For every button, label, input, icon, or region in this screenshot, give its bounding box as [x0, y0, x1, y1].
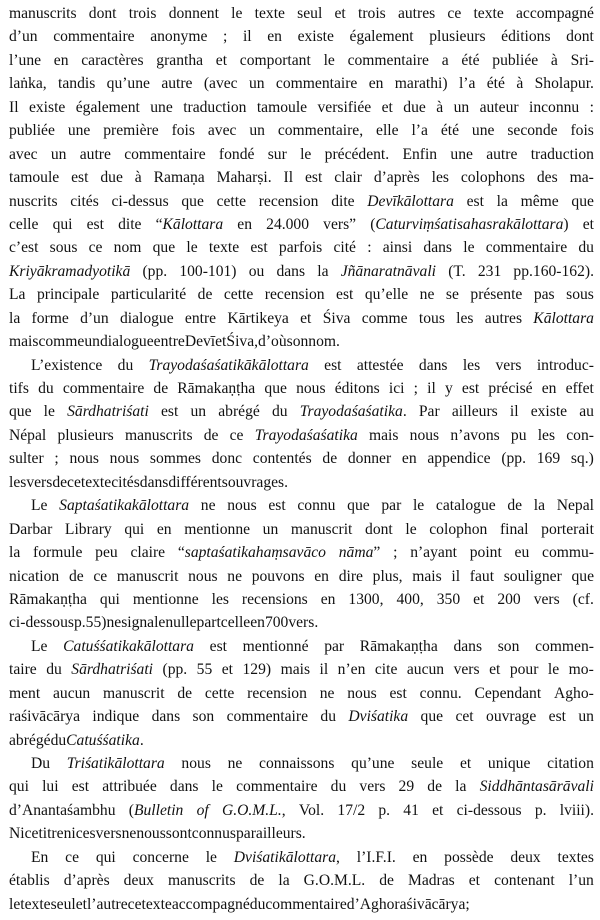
text-line: En ce qui concerne le Dviśatikālottara, l’I.F.I. en possède deux textes — [31, 848, 594, 866]
text-line: Le Saptaśatikakālottara ne nous est connu que par le catalogue de la Nepal — [31, 497, 594, 515]
text-line: avec un autre commentaire fondé sur le précédent. Enfin une autre traduction — [9, 145, 594, 163]
paragraph — [9, 354, 594, 495]
text-line: Ni ce titre ni ces vers ne nous sont connus par ailleurs. — [9, 825, 306, 843]
text-line: Le Catuśśatikakālottara est mentionné par Rāmakaṇṭha dans son commen- — [31, 637, 594, 655]
paragraph — [9, 2, 594, 354]
text-line: La principale particularité de cette recension est qu’elle ne se présente pas sous — [9, 286, 594, 304]
text-line: que le Sārdhatriśati est un abrégé du Trayodaśaśatika. Par ailleurs il existe au — [9, 403, 594, 421]
text-line: la formule peu claire “saptaśatikahaṃsavāco nāma” ; n’ayant point eu commu- — [9, 544, 594, 562]
text-line: tifs du commentaire de Rāmakaṇṭha que nous éditons ici ; il y est précisé en effet — [9, 380, 594, 397]
text-line: nication de ce manuscrit nous ne pouvons en dire plus, mais il faut souligner que — [9, 567, 594, 585]
text-line: Népal plusieurs manuscrits de ce Trayodaśaśatika mais nous n’avons pu les con- — [9, 426, 594, 444]
paragraph — [9, 846, 594, 916]
text-line: d’un commentaire anonyme ; il en existe également plusieurs éditions dont — [9, 28, 594, 46]
text-line: L’existence du Trayodaśaśatikākālottara est attestée dans les vers introduc- — [31, 356, 594, 374]
text-line: Du Triśatikālottara nous ne connaissons qu’une seule et unique citation — [31, 755, 594, 772]
text-line: nuscrits cités ci-dessus que cette recension dite Devīkālottara est la même que — [9, 192, 594, 210]
text-line: les vers de ce texte cités dans différents ouvrages. — [9, 473, 289, 491]
paragraph — [9, 635, 594, 752]
text-line: taire du Sārdhatriśati (pp. 55 et 129) mais il n’en cite aucun vers et pour le mo- — [9, 661, 594, 679]
paragraph — [9, 494, 594, 635]
text-line: publiée une première fois avec un commentaire, elle l’a été une seconde fois — [9, 122, 594, 140]
text-line: c’est sous ce nom que le texte est parfois cité : ainsi dans le commentaire du — [9, 239, 594, 257]
text-line: manuscrits dont trois donnent le texte seul et trois autres ce texte accompagné — [9, 5, 594, 22]
text-line: ci-dessous p. 55) ne signale nulle part celle en 700 vers. — [9, 614, 319, 632]
text-line: d’Anantaśambhu (Bulletin of G.O.M.L., Vol. 17/2 p. 41 et ci-dessous p. lviii). — [9, 801, 594, 819]
text-line: la forme d’un dialogue entre Kārtikeya et Śiva comme tous les autres Kālottara — [9, 309, 594, 327]
text-line: l’une en caractères grantha et comportant le commentaire a été publiée à Sri- — [9, 51, 594, 69]
text-line: tamoule est due à Ramaṇa Maharṣi. Il est clair d’après les colophons des ma- — [9, 169, 594, 187]
text-line: le texte seul et l’autre ce texte accompagné du commentaire d’Aghoraśivācārya ; — [9, 895, 470, 913]
text-line: mais comme un dialogue entre Devī et Śiva, d’où son nom. — [9, 333, 340, 351]
text-line: abrégé du Catuśśatika. — [9, 731, 144, 749]
text-line: laṅka, tandis qu’une autre (avec un commentaire en marathi) l’a été à Sholapur. — [9, 75, 594, 93]
text-line: ment aucun manuscrit de cette recension ne nous est connu. Cependant Agho- — [9, 684, 594, 702]
paragraph — [9, 752, 594, 846]
text-line: Il existe également une traduction tamoule versifiée et due à un auteur inconnu : — [9, 98, 594, 116]
text-line: sulter ; nous nous sommes donc contentés de donner en appendice (pp. 169 sq.) — [9, 450, 594, 468]
text-line: Rāmakaṇṭha qui mentionne les recensions en 1300, 400, 350 et 200 vers (cf. — [9, 590, 594, 608]
text-line: qui lui est attribuée dans le commentaire du vers 29 de la Siddhāntasārāvali — [9, 778, 594, 796]
text-line: établis d’après deux manuscrits de la G.O.M.L. de Madras et contenant l’un — [9, 872, 594, 890]
text-line: raśivācārya indique dans son commentaire du Dviśatika que cet ouvrage est un — [9, 708, 594, 726]
text-line: celle qui est dite “Kālottara en 24.000 vers” (Caturviṃśatisahasrakālottara) et — [9, 215, 594, 233]
text-line: Kriyākramadyotikā (pp. 100-101) ou dans la Jñānaratnāvali (T. 231 pp.160-162). — [9, 262, 594, 280]
text-line: Darbar Library qui en mentionne un manuscrit dont le colophon final porterait — [9, 520, 594, 538]
